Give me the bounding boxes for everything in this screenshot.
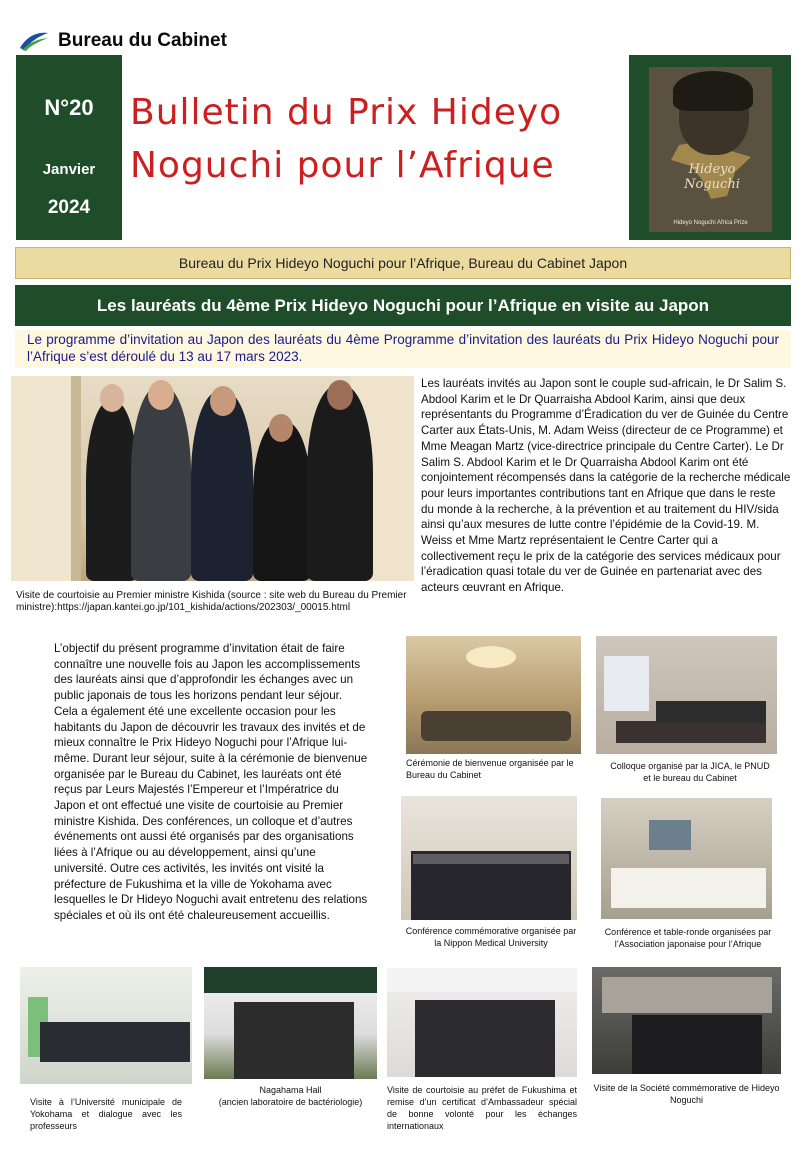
- caption-welcome-ceremony: Cérémonie de bienvenue organisée par le Bureau du Cabinet: [406, 758, 574, 780]
- caption-nagahama-hall-1: Nagahama Hall: [259, 1085, 322, 1095]
- article-headline: Les lauréats du 4ème Prix Hideyo Noguchi pour l’Afrique en visite au Japon: [15, 285, 791, 326]
- organization-name: Bureau du Cabinet: [58, 30, 227, 51]
- caption-fukushima-prefect: Visite de courtoisie au préfet de Fukushima et remise d’un certificat d’Ambassadeur spécial de bonne volonté pour les échanges internationaux: [387, 1085, 577, 1131]
- photo-yokohama-university: [20, 967, 192, 1084]
- bulletin-title-line-1: Bulletin du Prix Hideyo: [130, 92, 563, 133]
- caption-nippon-medical: Conférence commémorative organisée par la Nippon Medical University: [405, 926, 577, 948]
- caption-yokohama-university: Visite à l’Université municipale de Yokohama et dialogue avec les professeurs: [30, 1097, 182, 1131]
- noguchi-portrait: [629, 55, 791, 240]
- objective-paragraph: L’objectif du présent programme d’invitation était de faire connaître une nouvelle fois au Japon les accomplissements des lauréats ainsi que d’approfondir les échanges avec un public japonais de tous les horizons pendant leur séjour. Cela a également été une excellente occasion pour les habitants du Japon de découvrir les travaux des invités et de mieux connaître le Prix Hideyo Noguchi pour l’Afrique lui-même. Durant leur séjour, suite à la cérémonie de bienvenue organisée par le Bureau du Cabinet, les lauréats ont été reçus par Leurs Majestés l’Empereur et l’Impératrice du Japon et ont effectué une visite de courtoisie au Premier ministre Kishida. Des conférences, un colloque et d’autres événements ont aussi été organisés par des organisations liées à l’Afrique ou au développement, ainsi qu’une université. Outre ces activités, les invités ont visité la préfecture de Fukushima et la ville de Yokohama avec lesquelles le Dr Hideyo Noguchi avait entretenu des relations spéciales et où ils ont été chaleureusement accueillis.: [54, 642, 368, 922]
- caption-colloque: Colloque organisé par la JICA, le PNUD et le bureau du Cabinet: [610, 761, 770, 783]
- portrait-signature: Hideyo Noguchi: [684, 162, 740, 192]
- caption-noguchi-society: Visite de la Société commémorative de Hideyo Noguchi: [593, 1083, 780, 1105]
- intro-paragraph: Le programme d’invitation au Japon des lauréats du 4ème Programme d’invitation des lauréats du Prix Hideyo Noguchi pour l’Afrique s’est déroulé du 13 au 17 mars 2023.: [15, 330, 791, 368]
- issue-box: [16, 55, 122, 240]
- caption-nagahama-hall-2: (ancien laboratoire de bactériologie): [218, 1097, 363, 1107]
- photo-nippon-medical: [401, 796, 577, 920]
- photo-colloque: [596, 636, 777, 754]
- bulletin-title: [130, 86, 630, 192]
- issue-year: 2024: [47, 197, 91, 218]
- photo-welcome-ceremony: [406, 636, 581, 754]
- issue-number: N°20: [44, 95, 94, 120]
- bulletin-title-line-2: Noguchi pour l’Afrique: [130, 145, 555, 186]
- portrait-image: [649, 67, 772, 232]
- caption-roundtable: Conférence et table-ronde organisées par l’Association japonaise pour l’Afrique: [604, 927, 772, 949]
- main-photo-caption: Visite de courtoisie au Premier ministre Kishida (source : site web du Bureau du Premier ministre):https://japan.kantei.go.jp/101_kishida/actions/202303/_00015.html: [16, 590, 407, 613]
- photo-nagahama-hall: [204, 967, 377, 1079]
- cabinet-logo-icon: [18, 30, 50, 52]
- photo-noguchi-society: [592, 967, 781, 1074]
- issue-month: Janvier: [42, 161, 96, 178]
- portrait-hair: [673, 71, 753, 111]
- photo-fukushima-prefect: [387, 968, 577, 1077]
- laureates-paragraph: Les lauréats invités au Japon sont le couple sud-africain, le Dr Salim S. Abdool Karim et le Dr Quarraisha Abdool Karim, ainsi que deux représentants du Programme d’Éradication du ver de Guinée du Centre Carter aux États-Unis, M. Adam Weiss (directeur de ce Programme) et Mme Meagan Martz (vice-directrice principale du Centre Carter). Le Dr Salim S. Abdool Karim et le Dr Quarraisha Abdool Karim ont été conjointement récompensés dans la catégorie de la recherche médicale pour leurs importantes contributions tant en Afrique que dans le reste du monde à la recherche, à la prévention et au traitement du HIV/sida ainsi qu’aux mesures de lutte contre l’épidémie de la Covid-19. M. Weiss et Mme Martz représentaient le Centre Carter qui a collectivement reçu le prix de la catégorie des services médicaux pour l’éradication quasi totale du ver de Guinée en partenariat avec des acteurs œuvrant en Afrique.: [421, 377, 791, 595]
- subtitle-band: Bureau du Prix Hideyo Noguchi pour l’Afrique, Bureau du Cabinet Japon: [15, 247, 791, 279]
- portrait-caption: Hideyo Noguchi Africa Prize: [673, 220, 748, 226]
- photo-roundtable: [601, 798, 772, 919]
- main-photo-kishida: [11, 376, 414, 581]
